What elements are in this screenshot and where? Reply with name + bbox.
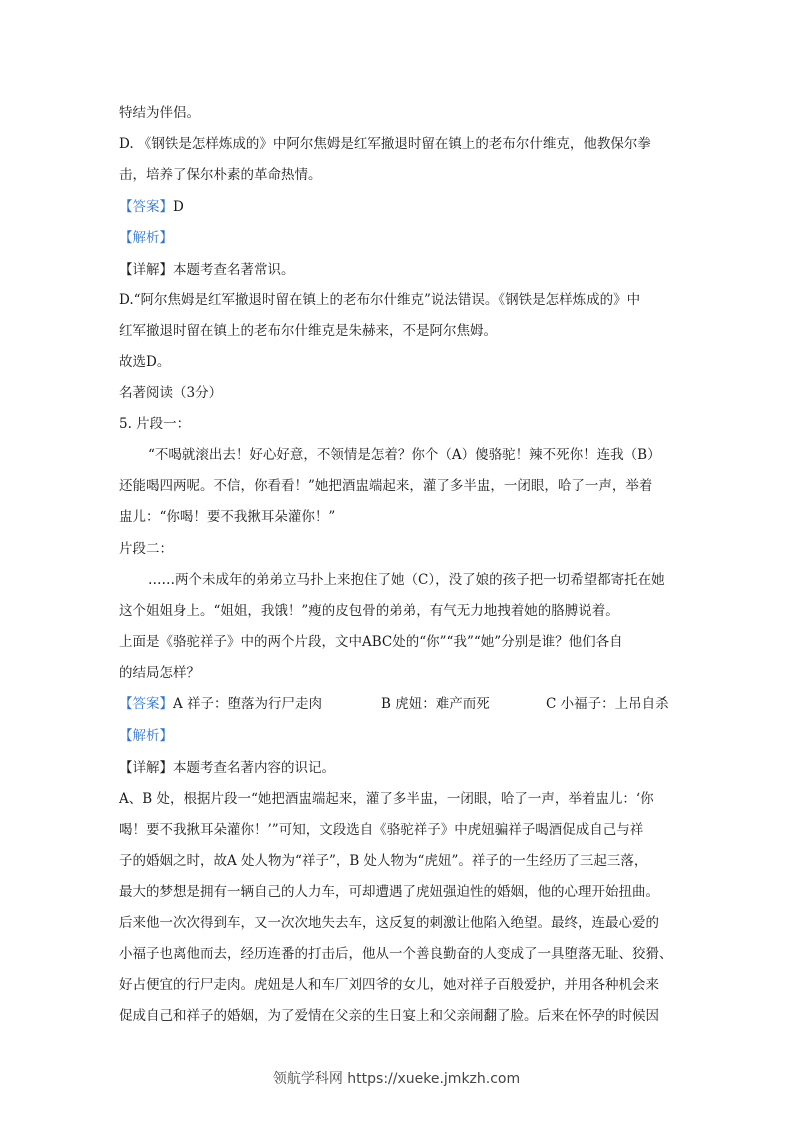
section-heading: 名著阅读（3分） [119,385,223,401]
answer-line [119,695,679,713]
answer-line [119,198,184,216]
text-line: 小福子也离他而去，经历连番的打击后，他从一个善良勤奋的人变成了一具堕落无耻、狡猾、 [119,946,673,962]
passage-line: 这个姐姐身上。“姐姐，我饿！”瘦的皮包骨的弟弟，有气无力地拽着她的胳膊说着。 [119,603,619,619]
text-line: 喝！要不我揪耳朵灌你！’”可知，文段选自《骆驼祥子》中虎妞骗祥子喝酒促成自己与祥 [119,822,644,838]
answer-label: 【答案】 [119,696,173,712]
answer-a: A 祥子：堕落为行尸走肉 [173,696,323,712]
text-line: 子的婚姻之时，故A 处人物为“祥子”，B 处人物为“虎妞”。祥子的一生经历了三起三落， [119,853,648,869]
page-footer: 领航学科网 https://xueke.jmkzh.com [272,1071,521,1087]
passage-line: 还能喝四两呢。不信，你看看！”她把酒盅端起来，灌了多半盅，一闭眼，哈了一声，举着 [119,478,653,494]
question-line: 的结局怎样？ [119,665,200,681]
question-line: 上面是《骆驼祥子》中的两个片段，文中ABC处的“你”“我”“她”分别是谁？他们各自 [119,634,623,650]
text-line: 击，培养了保尔朴素的革命热情。 [119,167,322,183]
text-line: A、B 处，根据片段一“她把酒盅端起来，灌了多半盅，一闭眼，哈了一声，举着盅儿：‘你 [119,791,654,807]
text-line: 最大的梦想是拥有一辆自己的人力车，可却遭遇了虎妞强迫性的婚姻，他的心理开始扭曲。 [119,884,659,900]
analysis-label: 【解析】 [119,230,173,246]
passage-line: 盅儿：“你喝！要不我揪耳朵灌你！” [119,509,336,525]
answer-c: C 小福子：上吊自杀 [546,696,669,712]
text-line: D.“阿尔焦姆是红军撤退时留在镇上的老布尔什维克”说法错误。《钢铁是怎样炼成的》中 [119,292,641,308]
text-line: 【详解】本题考查名著常识。 [119,262,295,278]
answer-label: 【答案】 [119,199,173,215]
text-line: 促成自己和祥子的婚姻，为了爱情在父亲的生日宴上和父亲闹翻了脸。后来在怀孕的时候因 [119,1008,659,1024]
passage-line: ……两个未成年的弟弟立马扑上来抱住了她（C），没了娘的孩子把一切希望都寄托在她 [148,572,665,588]
answer-value: D [173,199,184,215]
text-line: 后来他一次次得到车，又一次次地失去车，这反复的刺激让他陷入绝望。最终，连最心爱的 [119,915,659,931]
text-line: 故选D。 [119,354,171,370]
passage-heading: 片段二： [119,541,173,557]
question-number: 5. 片段一： [119,416,191,432]
text-line: 红军撤退时留在镇上的老布尔什维克是朱赫来，不是阿尔焦姆。 [119,323,497,339]
text-line: 特结为伴侣。 [119,105,200,121]
passage-line: “不喝就滚出去！好心好意，不领情是怎着？你个（A）傻骆驼！辣不死你！连我（B） [148,447,661,463]
analysis-label: 【解析】 [119,728,173,744]
text-line: 【详解】本题考查名著内容的识记。 [119,760,335,776]
text-line: D. 《钢铁是怎样炼成的》中阿尔焦姆是红军撤退时留在镇上的老布尔什维克，他教保尔拳 [119,136,651,152]
text-line: 好占便宜的行尸走肉。虎妞是人和车厂刘四爷的女儿，她对祥子百般爱护，并用各种机会来 [119,977,659,993]
answer-b: B 虎妞：难产而死 [381,696,490,712]
